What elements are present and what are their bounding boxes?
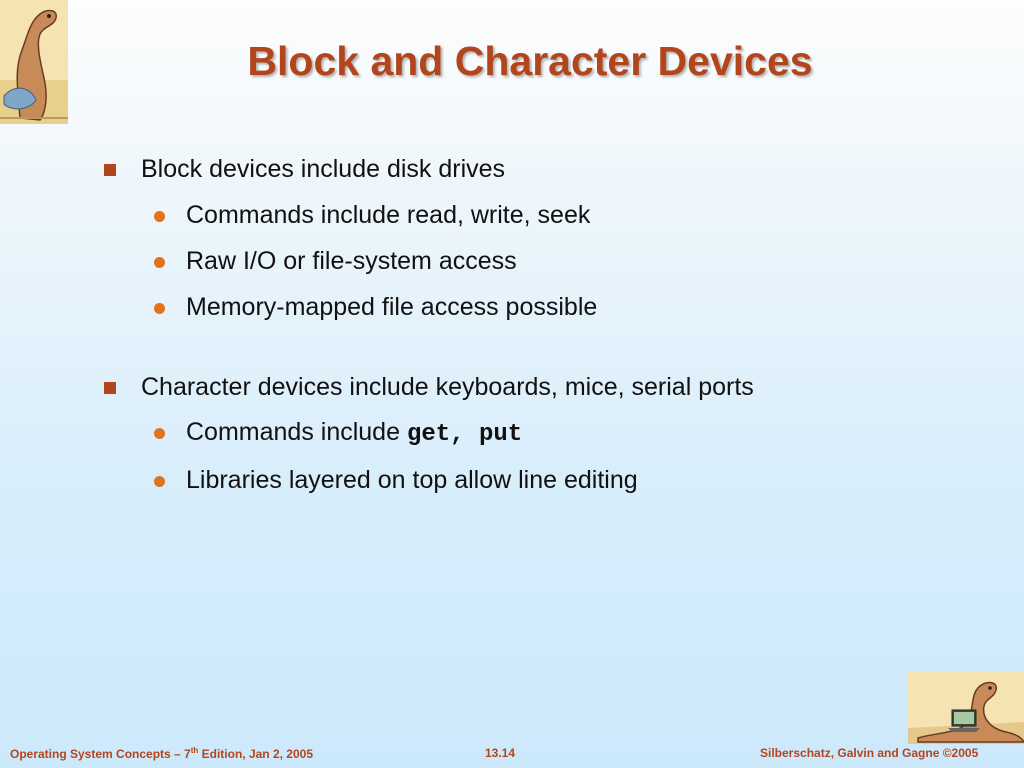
bullet-text: Character devices include keyboards, mice, serial ports [141, 373, 754, 401]
sub-bullet-text: Memory-mapped file access possible [186, 293, 598, 321]
footer-page-number: 13.14 [485, 746, 516, 760]
square-bullet-icon [104, 382, 116, 394]
dinosaur-laptop-icon [908, 672, 1024, 744]
code-text: get, put [406, 421, 523, 448]
round-bullet-icon [154, 428, 165, 439]
round-bullet-icon [154, 211, 165, 222]
round-bullet-icon [154, 257, 165, 268]
footer-book-title [10, 746, 313, 761]
footer-book-sup: th [190, 746, 199, 755]
sub-bullet-text: Commands include read, write, seek [186, 201, 591, 229]
sub-bullet-text [186, 418, 522, 448]
square-bullet-icon [104, 164, 116, 176]
round-bullet-icon [154, 303, 165, 314]
footer-copyright: Silberschatz, Galvin and Gagne ©2005 [760, 746, 979, 760]
bullet-text: Block devices include disk drives [141, 155, 506, 183]
commands-prefix: Commands include [186, 418, 407, 446]
sub-bullet-text: Raw I/O or file-system access [186, 247, 517, 275]
sub-bullet-text: Libraries layered on top allow line editing [186, 466, 638, 494]
round-bullet-icon [154, 476, 165, 487]
footer-book-suffix: Edition, Jan 2, 2005 [198, 747, 314, 761]
footer-book-prefix: Operating System Concepts – 7 [10, 747, 191, 761]
slide-title: Block and Character Devices [247, 38, 813, 84]
